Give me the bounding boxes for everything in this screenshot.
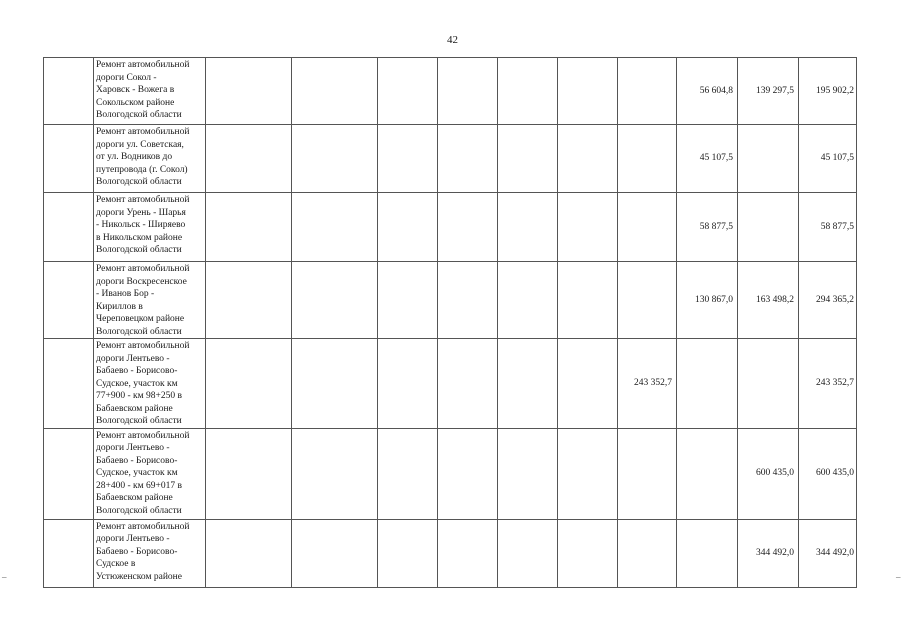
road-repair-name: Ремонт автомобильной дороги Лентьево - Бабаево - Борисово- Судское в Устюженском районе: [94, 519, 206, 587]
empty-cell: [558, 519, 618, 587]
page-number: 42: [447, 34, 458, 46]
empty-cell: [206, 193, 292, 262]
empty-cell: [558, 339, 618, 429]
amount-cell: 163 498,2: [738, 262, 799, 339]
empty-cell: [438, 58, 498, 125]
empty-cell: [206, 428, 292, 519]
table-row: [44, 262, 857, 339]
table-row: [44, 428, 857, 519]
amount-cell: [677, 339, 738, 429]
amount-cell: [677, 428, 738, 519]
amount-cell: [738, 193, 799, 262]
empty-cell: [206, 262, 292, 339]
empty-cell: [558, 125, 618, 193]
row-number-cell: [44, 58, 94, 125]
empty-cell: [558, 193, 618, 262]
amount-cell: 139 297,5: [738, 58, 799, 125]
road-repair-name: Ремонт автомобильной дороги Воскресенское - Иванов Бор - Кириллов в Череповецком районе Вологодской области: [94, 262, 206, 339]
empty-cell: [292, 262, 378, 339]
total-cell: 45 107,5: [799, 125, 857, 193]
total-cell: 243 352,7: [799, 339, 857, 429]
road-repair-name: Ремонт автомобильной дороги Урень - Шарья - Никольск - Ширяево в Никольском районе Вологодской области: [94, 193, 206, 262]
empty-cell: [292, 519, 378, 587]
empty-cell: [498, 339, 558, 429]
empty-cell: [292, 58, 378, 125]
empty-cell: [498, 262, 558, 339]
amount-cell: 58 877,5: [677, 193, 738, 262]
table-row: [44, 519, 857, 587]
empty-cell: [378, 519, 438, 587]
empty-cell: [498, 428, 558, 519]
road-repair-name: Ремонт автомобильной дороги Сокол - Харовск - Вожега в Сокольском районе Вологодской области: [94, 58, 206, 125]
empty-cell: [206, 125, 292, 193]
empty-cell: [498, 193, 558, 262]
total-cell: 58 877,5: [799, 193, 857, 262]
empty-cell: [378, 58, 438, 125]
empty-cell: [498, 125, 558, 193]
table-row: [44, 58, 857, 125]
total-cell: 344 492,0: [799, 519, 857, 587]
empty-cell: [438, 339, 498, 429]
empty-cell: [438, 428, 498, 519]
total-cell: 195 902,2: [799, 58, 857, 125]
amount-cell: 600 435,0: [738, 428, 799, 519]
amount-cell: [677, 519, 738, 587]
empty-cell: [292, 125, 378, 193]
empty-cell: [438, 262, 498, 339]
empty-cell: [206, 339, 292, 429]
margin-mark-left: –: [2, 572, 7, 582]
amount-cell: 243 352,7: [618, 339, 677, 429]
amount-cell: 344 492,0: [738, 519, 799, 587]
row-number-cell: [44, 262, 94, 339]
total-cell: 294 365,2: [799, 262, 857, 339]
amount-cell: 130 867,0: [677, 262, 738, 339]
amount-cell: [618, 193, 677, 262]
amount-cell: [618, 125, 677, 193]
amount-cell: [618, 58, 677, 125]
amount-cell: [738, 339, 799, 429]
road-repair-name: Ремонт автомобильной дороги ул. Советская, от ул. Водников до путепровода (г. Сокол) Вологодской области: [94, 125, 206, 193]
empty-cell: [438, 519, 498, 587]
amount-cell: 56 604,8: [677, 58, 738, 125]
road-repair-name: Ремонт автомобильной дороги Лентьево - Бабаево - Борисово- Судское, участок км 28+400 - км 69+017 в Бабаевском районе Вологодской области: [94, 428, 206, 519]
empty-cell: [206, 519, 292, 587]
empty-cell: [498, 58, 558, 125]
empty-cell: [378, 193, 438, 262]
empty-cell: [438, 125, 498, 193]
empty-cell: [558, 262, 618, 339]
row-number-cell: [44, 339, 94, 429]
empty-cell: [378, 125, 438, 193]
empty-cell: [558, 58, 618, 125]
table-row: [44, 125, 857, 193]
amount-cell: [618, 519, 677, 587]
amount-cell: [618, 262, 677, 339]
row-number-cell: [44, 519, 94, 587]
empty-cell: [498, 519, 558, 587]
amount-cell: 45 107,5: [677, 125, 738, 193]
empty-cell: [292, 339, 378, 429]
amount-cell: [738, 125, 799, 193]
empty-cell: [292, 193, 378, 262]
empty-cell: [378, 339, 438, 429]
row-number-cell: [44, 125, 94, 193]
empty-cell: [292, 428, 378, 519]
empty-cell: [558, 428, 618, 519]
empty-cell: [378, 262, 438, 339]
empty-cell: [206, 58, 292, 125]
table-row: [44, 193, 857, 262]
table-row: [44, 339, 857, 429]
road-repair-name: Ремонт автомобильной дороги Лентьево - Бабаево - Борисово- Судское, участок км 77+900 - км 98+250 в Бабаевском районе Вологодской области: [94, 339, 206, 429]
margin-mark-right: –: [896, 572, 901, 582]
budget-table: [43, 57, 857, 588]
total-cell: 600 435,0: [799, 428, 857, 519]
amount-cell: [618, 428, 677, 519]
row-number-cell: [44, 193, 94, 262]
empty-cell: [378, 428, 438, 519]
row-number-cell: [44, 428, 94, 519]
empty-cell: [438, 193, 498, 262]
